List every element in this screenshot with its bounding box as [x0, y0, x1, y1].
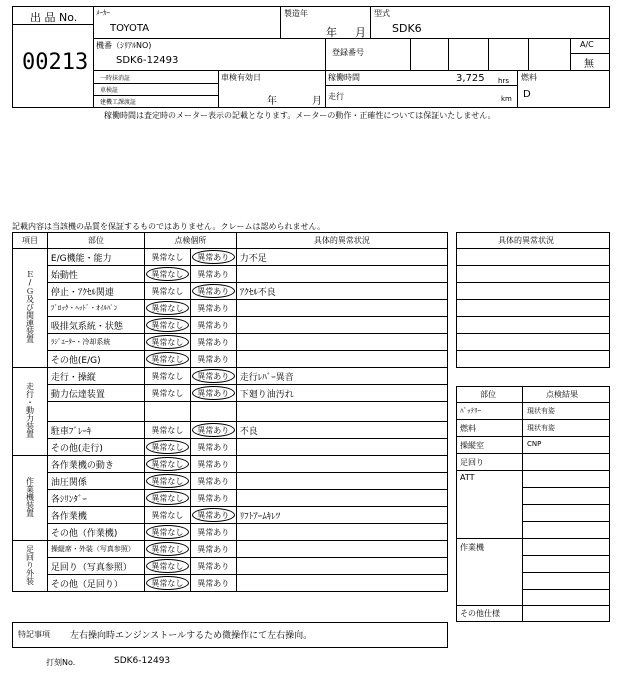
status-ok-label: 異常なし — [151, 459, 184, 469]
result-battery-value: 現状有姿 — [527, 407, 555, 415]
detail-cell — [236, 541, 447, 558]
lot-label: 出 品 No. — [30, 11, 78, 24]
group-cell — [13, 541, 48, 592]
status-ok-label: 異常なし — [151, 544, 184, 554]
status-ok-cell — [144, 490, 190, 507]
month-unit: 月 — [355, 26, 366, 39]
status-ng-cell — [190, 334, 236, 351]
table-row — [13, 385, 448, 402]
serial-label: 機番（ｼﾘｱﾙNO) — [96, 41, 152, 50]
part-cell: 走行・操縦 — [47, 368, 144, 385]
ac-value: 無 — [584, 59, 594, 70]
selected-circle-mark — [192, 369, 235, 383]
result-other-label: その他仕様 — [460, 609, 500, 618]
part-cell: 操縦席・外装（写真参照） — [47, 541, 144, 558]
table-row — [13, 351, 448, 368]
status-ng-cell — [190, 266, 236, 283]
status-ng-cell — [190, 249, 236, 266]
status-ok-cell — [144, 507, 190, 524]
selected-circle-mark — [146, 491, 189, 505]
status-ng-label: 異常あり — [197, 320, 230, 330]
status-ok-cell — [144, 249, 190, 266]
part-cell: その他(走行) — [47, 439, 144, 456]
status-ok-label: 異常なし — [151, 510, 184, 520]
status-ok-cell — [144, 351, 190, 368]
status-ng-label: 異常あり — [197, 337, 230, 347]
result-undercarriage-label: 足回り — [460, 458, 484, 467]
hours-value: 3,725 — [456, 73, 485, 84]
selected-circle-mark — [146, 301, 189, 315]
part-cell: 各作業機 — [47, 507, 144, 524]
part-cell: 始動性 — [47, 266, 144, 283]
maker-value: TOYOTA — [110, 23, 150, 34]
status-ok-label: 異常なし — [151, 527, 184, 537]
status-ok-cell — [144, 422, 190, 439]
table-row — [13, 490, 448, 507]
fuel-label: 燃料 — [521, 73, 537, 82]
part-cell: その他(E/G) — [47, 351, 144, 368]
detail-cell — [236, 317, 447, 334]
status-ok-cell — [144, 439, 190, 456]
ac-label: A/C — [580, 40, 594, 49]
status-ng-label: 異常あり — [197, 442, 230, 452]
table-row — [13, 317, 448, 334]
inspect-month-unit: 月 — [312, 96, 322, 107]
status-ng-cell — [190, 317, 236, 334]
status-ng-cell — [190, 402, 236, 422]
part-cell: 動力伝達装置 — [47, 385, 144, 402]
group-cell — [13, 456, 48, 541]
detail-cell — [236, 300, 447, 317]
status-ng-label: 異常あり — [197, 527, 230, 537]
detail-cell: 不良 — [236, 422, 447, 439]
part-cell: ﾗｼﾞｴｰﾀｰ・冷却系統 — [47, 334, 144, 351]
status-ok-label: 異常なし — [151, 425, 184, 435]
status-ok-label: 異常なし — [151, 354, 184, 364]
status-ng-label: 異常あり — [197, 578, 230, 588]
table-row — [13, 558, 448, 575]
part-cell: 油圧関係 — [47, 473, 144, 490]
status-ok-label: 異常なし — [151, 388, 184, 398]
status-ok-label: 異常なし — [151, 476, 184, 486]
detail-cell: 力不足 — [236, 249, 447, 266]
special-notes-label: 特記事項 — [18, 630, 50, 639]
col-header-check: 点検個所 — [144, 233, 236, 249]
status-ng-cell — [190, 558, 236, 575]
selected-circle-mark — [192, 250, 235, 264]
table-row — [13, 368, 448, 385]
status-ng-label: 異常あり — [197, 354, 230, 364]
table-row — [13, 402, 448, 422]
detail-cell — [236, 351, 447, 368]
part-cell: その他（作業機) — [47, 524, 144, 541]
right-detail-title: 具体的異常状況 — [498, 236, 554, 245]
detail-cell — [236, 575, 447, 592]
result-cab-value: CNP — [527, 440, 542, 448]
status-ng-cell — [190, 385, 236, 402]
part-cell: 駐車ﾌﾞﾚｰｷ — [47, 422, 144, 439]
status-ok-cell — [144, 402, 190, 422]
status-ok-cell — [144, 524, 190, 541]
result-battery-label: ﾊﾞｯﾃﾘｰ — [460, 407, 481, 415]
stamp-value: SDK6-12493 — [114, 656, 171, 666]
permit-vehicle-cert: 車検証 — [100, 87, 119, 94]
status-ng-cell — [190, 368, 236, 385]
status-ng-cell — [190, 351, 236, 368]
detail-cell: ﾘﾌﾄｱｰﾑｷﾚﾂ — [236, 507, 447, 524]
status-ok-cell — [144, 541, 190, 558]
status-ng-label: 異常あり — [197, 371, 230, 381]
group-label: Ｅ/Ｇ及び関連装置 — [25, 270, 35, 343]
status-ok-label: 異常なし — [151, 303, 184, 313]
status-ng-label: 異常あり — [197, 388, 230, 398]
status-ok-cell — [144, 300, 190, 317]
disclaimer-note: 記載内容は当該機の品質を保証するものではありません。クレームは認められません。 — [12, 222, 325, 231]
travel-unit: km — [501, 95, 512, 103]
group-label: 走行・動力装置 — [25, 382, 35, 438]
inspect-label: 車検有効日 — [221, 73, 261, 82]
detail-cell — [236, 439, 447, 456]
status-ng-cell — [190, 300, 236, 317]
status-ok-label: 異常なし — [151, 252, 184, 262]
status-ng-label: 異常あり — [197, 269, 230, 279]
status-ok-label: 異常なし — [151, 561, 184, 571]
selected-circle-mark — [146, 542, 189, 556]
col-header-part: 部位 — [47, 233, 144, 249]
status-ok-label: 異常なし — [151, 578, 184, 588]
status-ng-label: 異常あり — [197, 476, 230, 486]
status-ng-label: 異常あり — [197, 459, 230, 469]
table-row — [13, 422, 448, 439]
status-ng-label: 異常あり — [197, 286, 230, 296]
result-header-result: 点検結果 — [546, 390, 578, 399]
selected-circle-mark — [146, 525, 189, 539]
group-label: 足回り外装 — [25, 544, 35, 585]
table-row — [13, 541, 448, 558]
status-ng-cell — [190, 456, 236, 473]
selected-circle-mark — [146, 318, 189, 332]
status-ng-label: 異常あり — [197, 425, 230, 435]
detail-cell — [236, 456, 447, 473]
table-row — [13, 249, 448, 266]
col-header-detail: 具体的異常状況 — [236, 233, 447, 249]
status-ng-label: 異常あり — [197, 544, 230, 554]
reg-label: 登録番号 — [332, 48, 364, 57]
table-row — [13, 456, 448, 473]
status-ng-label: 異常あり — [197, 303, 230, 313]
group-label: 作業機装置 — [25, 476, 35, 517]
detail-cell — [236, 473, 447, 490]
part-cell: ﾌﾞﾛｯｸ・ﾍｯﾄﾞ・ｵｲﾙﾊﾟﾝ — [47, 300, 144, 317]
status-ng-cell — [190, 490, 236, 507]
status-ok-cell — [144, 456, 190, 473]
status-ok-label: 異常なし — [151, 320, 184, 330]
fuel-value: D — [523, 89, 531, 100]
selected-circle-mark — [192, 508, 235, 522]
permit-transfer-cert: 建機工課渡証 — [100, 99, 137, 106]
selected-circle-mark — [192, 284, 235, 298]
part-cell: 各作業機の動き — [47, 456, 144, 473]
hours-unit: hrs — [498, 77, 509, 85]
selected-circle-mark — [146, 559, 189, 573]
group-cell — [13, 249, 48, 368]
selected-circle-mark — [146, 352, 189, 366]
part-cell: 足回り（写真参照） — [47, 558, 144, 575]
detail-cell: ｱｸｾﾙ不良 — [236, 283, 447, 300]
table-row — [13, 575, 448, 592]
status-ok-label: 異常なし — [151, 337, 184, 347]
detail-cell — [236, 490, 447, 507]
travel-label: 走行 — [328, 92, 344, 101]
detail-cell — [236, 402, 447, 422]
result-att-label: ATT — [460, 473, 475, 482]
status-ng-label: 異常あり — [197, 252, 230, 262]
inspection-table — [12, 232, 448, 592]
col-header-item: 項目 — [13, 233, 48, 249]
part-cell — [47, 402, 144, 422]
selected-circle-mark — [192, 423, 235, 437]
table-row — [13, 439, 448, 456]
part-cell: その他（足回り） — [47, 575, 144, 592]
status-ng-cell — [190, 575, 236, 592]
selected-circle-mark — [146, 474, 189, 488]
detail-cell — [236, 524, 447, 541]
table-row — [13, 473, 448, 490]
detail-cell — [236, 334, 447, 351]
status-ok-cell — [144, 283, 190, 300]
inspect-year-unit: 年 — [267, 96, 277, 107]
status-ng-label: 異常あり — [197, 561, 230, 571]
result-work-label: 作業機 — [460, 543, 484, 552]
status-ok-label: 異常なし — [151, 442, 184, 452]
status-ok-label: 異常なし — [151, 269, 184, 279]
result-fuel-label: 燃料 — [460, 424, 476, 433]
table-row — [13, 266, 448, 283]
detail-cell: 下廻り油汚れ — [236, 385, 447, 402]
table-row — [13, 300, 448, 317]
selected-circle-mark — [146, 335, 189, 349]
status-ok-cell — [144, 368, 190, 385]
table-row — [13, 283, 448, 300]
hours-label: 稼働時間 — [328, 73, 360, 82]
permit-temp-cancel: 一時抹消証 — [100, 75, 131, 82]
maker-label: ﾒｰｶｰ — [96, 9, 110, 17]
status-ng-cell — [190, 524, 236, 541]
status-ok-label: 異常なし — [151, 371, 184, 381]
detail-cell — [236, 558, 447, 575]
table-row — [13, 524, 448, 541]
status-ng-cell — [190, 541, 236, 558]
status-ok-label: 異常なし — [151, 493, 184, 503]
part-cell: E/G機能・能力 — [47, 249, 144, 266]
status-ng-cell — [190, 439, 236, 456]
table-header-row — [13, 233, 448, 249]
result-header-part: 部位 — [480, 390, 496, 399]
part-cell: 吸排気系統・状態 — [47, 317, 144, 334]
status-ok-cell — [144, 473, 190, 490]
result-fuel-value: 現状有姿 — [527, 424, 555, 432]
status-ng-label: 異常あり — [197, 510, 230, 520]
table-row — [13, 507, 448, 524]
year-unit: 年 — [326, 26, 337, 39]
serial-value: SDK6-12493 — [116, 55, 179, 66]
status-ok-label: 異常なし — [151, 286, 184, 296]
detail-cell — [236, 266, 447, 283]
status-ok-cell — [144, 558, 190, 575]
part-cell: 停止・ｱｸｾﾙ関連 — [47, 283, 144, 300]
status-ng-cell — [190, 473, 236, 490]
status-ok-cell — [144, 266, 190, 283]
detail-cell: 走行ﾚﾊﾞｰ異音 — [236, 368, 447, 385]
status-ng-cell — [190, 507, 236, 524]
selected-circle-mark — [146, 576, 189, 590]
lot-number: 00213 — [22, 50, 89, 75]
selected-circle-mark — [146, 267, 189, 281]
part-cell: 各ｼﾘﾝﾀﾞｰ — [47, 490, 144, 507]
hours-note: 稼働時間は査定時のメーター表示の記載となります。メーターの動作・正確性については保証いたしません。 — [104, 111, 496, 120]
status-ok-cell — [144, 385, 190, 402]
status-ng-label: 異常あり — [197, 493, 230, 503]
status-ng-cell — [190, 422, 236, 439]
model-label: 型式 — [374, 9, 390, 18]
stamp-label: 打刻No. — [46, 658, 76, 667]
year-label: 製造年 — [284, 9, 308, 18]
selected-circle-mark — [146, 457, 189, 471]
group-cell — [13, 368, 48, 456]
status-ng-cell — [190, 283, 236, 300]
status-ok-cell — [144, 317, 190, 334]
status-ok-cell — [144, 334, 190, 351]
status-ok-cell — [144, 575, 190, 592]
special-notes-text: 左右操向時エンジンストールするため微操作にて左右操向。 — [70, 631, 313, 641]
model-value: SDK6 — [392, 22, 422, 35]
selected-circle-mark — [192, 386, 235, 400]
selected-circle-mark — [146, 440, 189, 454]
table-row — [13, 334, 448, 351]
result-cab-label: 操縦室 — [460, 441, 484, 450]
